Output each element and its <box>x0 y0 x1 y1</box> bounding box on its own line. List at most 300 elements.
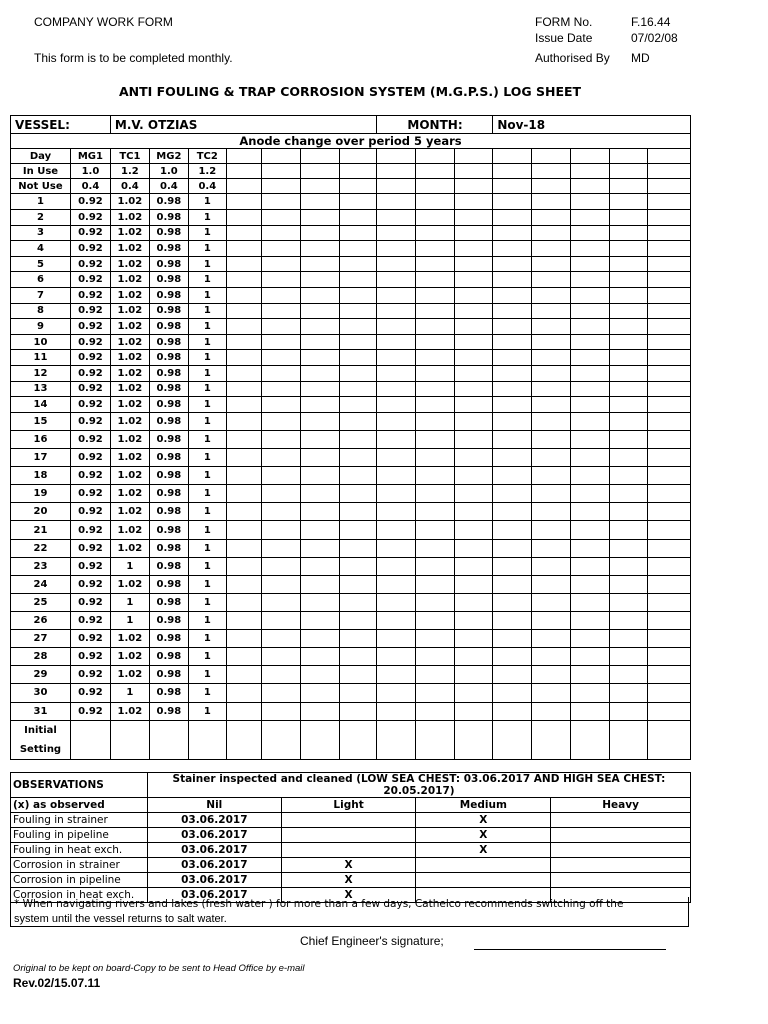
observation-value <box>281 843 416 858</box>
value-cell: 1.02 <box>110 272 149 288</box>
blank-cell <box>610 575 648 593</box>
observation-value <box>551 813 691 828</box>
blank-cell <box>455 334 493 350</box>
row-label-cell: 8 <box>11 303 71 319</box>
observation-value: 03.06.2017 <box>147 888 281 903</box>
value-cell: 1 <box>188 319 226 335</box>
blank-cell <box>416 575 455 593</box>
value-cell: 0.98 <box>149 503 188 521</box>
value-cell: 1.02 <box>110 288 149 304</box>
blank-cell <box>571 630 610 648</box>
blank-cell <box>226 485 261 503</box>
blank-cell <box>493 288 532 304</box>
row-label-cell: 20 <box>11 503 71 521</box>
blank-cell <box>416 241 455 257</box>
value-cell: 0.92 <box>70 303 110 319</box>
blank-cell <box>377 303 416 319</box>
value-cell: 0.98 <box>149 210 188 226</box>
blank-cell <box>261 648 300 666</box>
blank-cell <box>339 612 377 630</box>
blank-cell <box>610 648 648 666</box>
blank-cell <box>493 612 532 630</box>
blank-cell <box>455 539 493 557</box>
blank-cell <box>493 179 532 194</box>
blank-cell <box>377 612 416 630</box>
blank-cell <box>648 557 691 575</box>
observation-value: X <box>416 843 551 858</box>
vessel-label: VESSEL: <box>11 116 111 134</box>
blank-cell <box>648 210 691 226</box>
day-row <box>11 366 691 382</box>
day-row <box>11 648 691 666</box>
value-cell: 1 <box>188 241 226 257</box>
blank-cell <box>339 412 377 430</box>
blank-cell <box>493 412 532 430</box>
blank-cell <box>455 521 493 539</box>
blank-cell <box>610 539 648 557</box>
day-row <box>11 521 691 539</box>
value-cell: 1 <box>188 557 226 575</box>
value-cell: 1 <box>188 684 226 702</box>
blank-cell <box>300 210 339 226</box>
value-cell: 1 <box>188 485 226 503</box>
value-cell: 1 <box>188 256 226 272</box>
blank-cell <box>416 397 455 413</box>
blank-cell <box>610 557 648 575</box>
blank-cell <box>648 397 691 413</box>
blank-cell <box>300 164 339 179</box>
row-label-cell: 23 <box>11 557 71 575</box>
blank-cell <box>455 702 493 720</box>
blank-cell <box>416 256 455 272</box>
row-label-cell: 11 <box>11 350 71 366</box>
value-cell: 1.02 <box>110 319 149 335</box>
day-row <box>11 449 691 467</box>
blank-cell <box>571 397 610 413</box>
value-cell: 1 <box>188 334 226 350</box>
blank-cell <box>610 241 648 257</box>
blank-cell <box>455 575 493 593</box>
blank-cell <box>571 256 610 272</box>
blank-cell <box>149 720 188 759</box>
blank-cell <box>493 350 532 366</box>
blank-cell <box>648 648 691 666</box>
instruction-text: This form is to be completed monthly. <box>34 51 233 65</box>
blank-cell <box>416 702 455 720</box>
blank-cell <box>532 702 571 720</box>
blank-cell <box>300 366 339 382</box>
blank-cell <box>416 503 455 521</box>
row-label-cell: 13 <box>11 381 71 397</box>
value-cell: 0.98 <box>149 366 188 382</box>
blank-cell <box>261 164 300 179</box>
blank-cell <box>532 256 571 272</box>
value-cell: 0.98 <box>149 575 188 593</box>
value-cell: 0.98 <box>149 557 188 575</box>
blank-cell <box>300 241 339 257</box>
value-cell: 0.92 <box>70 630 110 648</box>
blank-cell <box>610 350 648 366</box>
blank-cell <box>339 319 377 335</box>
blank-cell <box>261 179 300 194</box>
value-cell: 1.02 <box>110 485 149 503</box>
initial-label: Initial <box>24 724 57 736</box>
blank-cell <box>493 485 532 503</box>
blank-cell <box>339 164 377 179</box>
day-row <box>11 539 691 557</box>
blank-cell <box>610 194 648 210</box>
blank-cell <box>261 539 300 557</box>
blank-cell <box>493 467 532 485</box>
blank-cell <box>226 194 261 210</box>
value-cell: 0.98 <box>149 288 188 304</box>
blank-cell <box>226 449 261 467</box>
blank-cell <box>455 225 493 241</box>
blank-cell <box>648 164 691 179</box>
row-label-cell: 1 <box>11 194 71 210</box>
observation-label: Corrosion in strainer <box>11 858 148 873</box>
blank-cell <box>261 225 300 241</box>
blank-cell <box>339 225 377 241</box>
row-label-cell: 31 <box>11 702 71 720</box>
blank-cell <box>648 225 691 241</box>
day-row <box>11 503 691 521</box>
blank-cell <box>226 303 261 319</box>
blank-cell <box>339 272 377 288</box>
observation-row <box>11 843 691 858</box>
blank-cell <box>226 503 261 521</box>
value-cell: 0.92 <box>70 557 110 575</box>
value-cell: 1 <box>188 194 226 210</box>
issue-date-label: Issue Date <box>535 31 593 45</box>
observations-heading-row <box>11 773 691 798</box>
blank-cell <box>416 467 455 485</box>
day-row <box>11 557 691 575</box>
value-cell: 1 <box>188 397 226 413</box>
blank-cell <box>300 397 339 413</box>
blank-cell <box>416 612 455 630</box>
blank-cell <box>493 272 532 288</box>
blank-cell <box>532 179 571 194</box>
observations-header-cell: (x) as observed <box>11 798 148 813</box>
value-cell: 0.92 <box>70 648 110 666</box>
blank-cell <box>226 575 261 593</box>
value-cell: 0.98 <box>149 593 188 611</box>
blank-cell <box>300 194 339 210</box>
blank-cell <box>339 381 377 397</box>
blank-cell <box>455 350 493 366</box>
blank-cell <box>610 319 648 335</box>
blank-cell <box>532 503 571 521</box>
value-cell: 1 <box>188 503 226 521</box>
blank-cell <box>377 539 416 557</box>
value-cell: 1 <box>188 648 226 666</box>
value-cell: 1.02 <box>110 397 149 413</box>
blank-cell <box>300 303 339 319</box>
row-label-cell: 18 <box>11 467 71 485</box>
blank-cell <box>339 630 377 648</box>
blank-cell <box>377 702 416 720</box>
blank-cell <box>493 381 532 397</box>
blank-cell <box>493 666 532 684</box>
value-cell: 1.02 <box>110 666 149 684</box>
blank-cell <box>261 366 300 382</box>
page-title: ANTI FOULING & TRAP CORROSION SYSTEM (M.G.P.S.) LOG SHEET <box>118 84 582 99</box>
value-cell: 1.02 <box>110 702 149 720</box>
day-row <box>11 684 691 702</box>
day-row <box>11 225 691 241</box>
blank-cell <box>532 350 571 366</box>
blank-cell <box>532 684 571 702</box>
blank-cell <box>532 467 571 485</box>
day-row <box>11 210 691 226</box>
blank-cell <box>532 381 571 397</box>
blank-cell <box>300 319 339 335</box>
value-cell: 0.92 <box>70 575 110 593</box>
anode-note-row <box>11 134 691 149</box>
blank-cell <box>571 272 610 288</box>
blank-cell <box>377 648 416 666</box>
blank-cell <box>493 397 532 413</box>
blank-cell <box>377 272 416 288</box>
row-label-cell: 29 <box>11 666 71 684</box>
blank-cell <box>377 557 416 575</box>
blank-cell <box>339 449 377 467</box>
value-cell: 0.98 <box>149 612 188 630</box>
blank-cell <box>377 350 416 366</box>
blank-cell <box>339 521 377 539</box>
blank-cell <box>610 467 648 485</box>
value-cell: 1 <box>188 350 226 366</box>
blank-cell <box>261 575 300 593</box>
column-header-row <box>11 149 691 164</box>
blank-cell <box>571 612 610 630</box>
row-label-cell: Not Use <box>11 179 71 194</box>
blank-cell <box>532 397 571 413</box>
blank-cell <box>416 210 455 226</box>
blank-cell <box>300 288 339 304</box>
value-cell: 0.98 <box>149 648 188 666</box>
day-row <box>11 397 691 413</box>
value-cell: 0.98 <box>149 666 188 684</box>
blank-cell <box>648 179 691 194</box>
blank-cell <box>648 630 691 648</box>
value-cell: 0.98 <box>149 397 188 413</box>
blank-cell <box>455 397 493 413</box>
blank-cell <box>377 449 416 467</box>
blank-cell <box>377 666 416 684</box>
blank-cell <box>377 720 416 759</box>
day-row <box>11 350 691 366</box>
value-cell: 1.02 <box>110 210 149 226</box>
blank-cell <box>226 720 261 759</box>
blank-cell <box>532 593 571 611</box>
blank-cell <box>532 557 571 575</box>
value-cell: 1.02 <box>110 430 149 448</box>
blank-cell <box>226 164 261 179</box>
vessel-value: M.V. OTZIAS <box>110 116 377 134</box>
blank-cell <box>648 467 691 485</box>
observations-column-header <box>11 798 691 813</box>
value-cell: 0.92 <box>70 539 110 557</box>
value-cell: 1.02 <box>110 303 149 319</box>
blank-cell <box>339 350 377 366</box>
blank-cell <box>261 412 300 430</box>
blank-cell <box>571 164 610 179</box>
value-cell: 1.02 <box>110 575 149 593</box>
blank-cell <box>300 557 339 575</box>
observation-value: X <box>416 828 551 843</box>
blank-cell <box>339 366 377 382</box>
value-cell: 0.98 <box>149 334 188 350</box>
blank-cell <box>493 521 532 539</box>
blank-cell <box>416 521 455 539</box>
blank-cell <box>532 485 571 503</box>
blank-cell <box>571 684 610 702</box>
blank-cell <box>226 381 261 397</box>
day-row <box>11 702 691 720</box>
blank-cell <box>648 430 691 448</box>
blank-cell <box>455 449 493 467</box>
observations-table <box>10 772 691 903</box>
value-cell: TC1 <box>110 149 149 164</box>
blank-cell <box>339 149 377 164</box>
blank-cell <box>648 381 691 397</box>
observation-value: 03.06.2017 <box>147 828 281 843</box>
row-label-cell: 24 <box>11 575 71 593</box>
blank-cell <box>571 381 610 397</box>
blank-cell <box>493 334 532 350</box>
value-cell: 1 <box>110 612 149 630</box>
blank-cell <box>261 593 300 611</box>
blank-cell <box>377 467 416 485</box>
value-cell: 1 <box>188 630 226 648</box>
blank-cell <box>493 648 532 666</box>
blank-cell <box>300 702 339 720</box>
value-cell: 0.4 <box>110 179 149 194</box>
blank-cell <box>571 350 610 366</box>
blank-cell <box>226 467 261 485</box>
blank-cell <box>648 702 691 720</box>
blank-cell <box>416 720 455 759</box>
blank-cell <box>648 449 691 467</box>
day-row <box>11 256 691 272</box>
blank-cell <box>339 467 377 485</box>
blank-cell <box>416 630 455 648</box>
blank-cell <box>416 303 455 319</box>
row-label-cell: 10 <box>11 334 71 350</box>
blank-cell <box>571 702 610 720</box>
value-cell: 1 <box>188 593 226 611</box>
value-cell: 1.02 <box>110 381 149 397</box>
row-label-cell: 21 <box>11 521 71 539</box>
observations-header-cell: Light <box>281 798 416 813</box>
strainer-note: Stainer inspected and cleaned (LOW SEA CHEST: 03.06.2017 AND HIGH SEA CHEST: 20.05.2017) <box>147 773 690 798</box>
observation-value: 03.06.2017 <box>147 813 281 828</box>
observation-value: 03.06.2017 <box>147 843 281 858</box>
blank-cell <box>571 575 610 593</box>
blank-cell <box>261 272 300 288</box>
blank-cell <box>339 575 377 593</box>
blank-cell <box>455 630 493 648</box>
value-cell: 1.2 <box>110 164 149 179</box>
blank-cell <box>610 666 648 684</box>
blank-cell <box>416 430 455 448</box>
row-label-cell: 16 <box>11 430 71 448</box>
footer-note: Original to be kept on board-Copy to be sent to Head Office by e-mail <box>13 963 305 974</box>
blank-cell <box>300 381 339 397</box>
row-label-cell: 25 <box>11 593 71 611</box>
row-label-cell: 2 <box>11 210 71 226</box>
observation-value <box>281 813 416 828</box>
blank-cell <box>455 648 493 666</box>
day-row <box>11 303 691 319</box>
blank-cell <box>648 149 691 164</box>
day-row <box>11 430 691 448</box>
value-cell: 1 <box>188 575 226 593</box>
blank-cell <box>571 241 610 257</box>
blank-cell <box>455 593 493 611</box>
blank-cell <box>532 366 571 382</box>
value-cell: 0.4 <box>188 179 226 194</box>
value-cell: 1 <box>188 449 226 467</box>
blank-cell <box>532 539 571 557</box>
blank-cell <box>261 241 300 257</box>
value-cell: 1 <box>188 288 226 304</box>
blank-cell <box>648 503 691 521</box>
observation-label: Fouling in pipeline <box>11 828 148 843</box>
blank-cell <box>532 272 571 288</box>
blank-cell <box>261 684 300 702</box>
blank-cell <box>339 194 377 210</box>
blank-cell <box>300 521 339 539</box>
blank-cell <box>226 288 261 304</box>
observation-value: 03.06.2017 <box>147 858 281 873</box>
value-cell: 0.98 <box>149 319 188 335</box>
value-cell: 0.98 <box>149 225 188 241</box>
row-label-cell: 9 <box>11 319 71 335</box>
blank-cell <box>648 334 691 350</box>
blank-cell <box>493 702 532 720</box>
value-cell: 0.98 <box>149 241 188 257</box>
revision-label: Rev.02/15.07.11 <box>13 976 101 990</box>
value-cell: 1 <box>188 666 226 684</box>
value-cell: 0.92 <box>70 397 110 413</box>
blank-cell <box>261 381 300 397</box>
blank-cell <box>610 256 648 272</box>
blank-cell <box>416 539 455 557</box>
value-cell: 1.02 <box>110 225 149 241</box>
row-label-cell: 3 <box>11 225 71 241</box>
blank-cell <box>226 210 261 226</box>
blank-cell <box>571 648 610 666</box>
observation-value: X <box>281 873 416 888</box>
blank-cell <box>455 179 493 194</box>
day-row <box>11 593 691 611</box>
blank-cell <box>300 630 339 648</box>
value-cell: 1 <box>110 557 149 575</box>
blank-cell <box>377 366 416 382</box>
blank-cell <box>610 210 648 226</box>
initial-setting-row <box>11 720 691 759</box>
blank-cell <box>261 350 300 366</box>
blank-cell <box>261 557 300 575</box>
day-row <box>11 381 691 397</box>
blank-cell <box>110 720 149 759</box>
value-cell: 0.98 <box>149 303 188 319</box>
blank-cell <box>339 210 377 226</box>
blank-cell <box>300 449 339 467</box>
